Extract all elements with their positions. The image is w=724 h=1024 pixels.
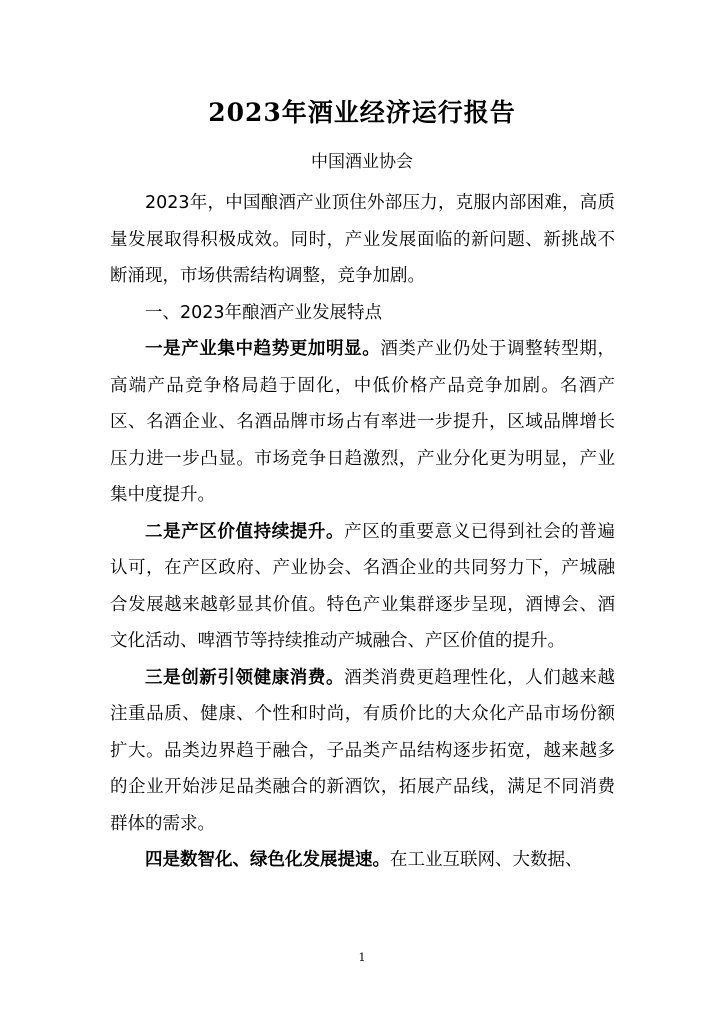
point-lead: 四是数智化、绿色化发展提速。: [145, 850, 390, 870]
point-lead: 三是创新引领健康消费。: [145, 667, 345, 688]
point-lead: 二是产区价值持续提升。: [145, 521, 345, 542]
point-lead: 一是产业集中趋势更加明显。: [145, 339, 381, 359]
point-text: 产区的重要意义已得到社会的普遍认可，在产区政府、产业协会、名酒企业的共同努力下，产城融合发展越来越彰显其价值。特色产业集群逐步呈现，酒博会、酒文化活动、啤酒节等持续推动产城融合、产区价值的提升。: [110, 521, 616, 651]
document-body: [110, 185, 615, 879]
document-title: 2023年酒业经济运行报告: [208, 98, 516, 127]
point-paragraph-4: [110, 842, 615, 879]
point-text: 在工业互联网、大数据、: [390, 850, 583, 870]
page-number: 1: [358, 951, 366, 964]
section-heading: 一、2023年酿酒产业发展特点: [145, 302, 383, 323]
intro-paragraph: 2023年，中国酿酒产业顶住外部压力，克服内部困难，高质量发展取得积极成效。同时，产业发展面临的新问题、新挑战不断涌现，市场供需结构调整，竞争加剧。: [110, 193, 615, 286]
point-paragraph-2: [110, 514, 615, 660]
document-author: 中国酒业协会: [311, 152, 413, 172]
point-text: 酒类消费更趋理性化，人们越来越注重品质、健康、个性和时尚，有质价比的大众化产品市场份额扩大。品类边界趋于融合，子品类产品结构逐步拓宽，越来越多的企业开始涉足品类融合的新酒饮，拓展产品线，满足不同消费群体的需求。: [110, 667, 616, 834]
point-paragraph-1: [110, 331, 615, 514]
point-paragraph-3: [110, 660, 615, 843]
point-text: 酒类产业仍处于调整转型期，高端产品竞争格局趋于固化，中低价格产品竞争加剧。名酒产区、名酒企业、名酒品牌市场占有率进一步提升，区域品牌增长压力进一步凸显。市场竞争日趋激烈，产业分化更为明显，产业集中度提升。: [110, 339, 616, 505]
